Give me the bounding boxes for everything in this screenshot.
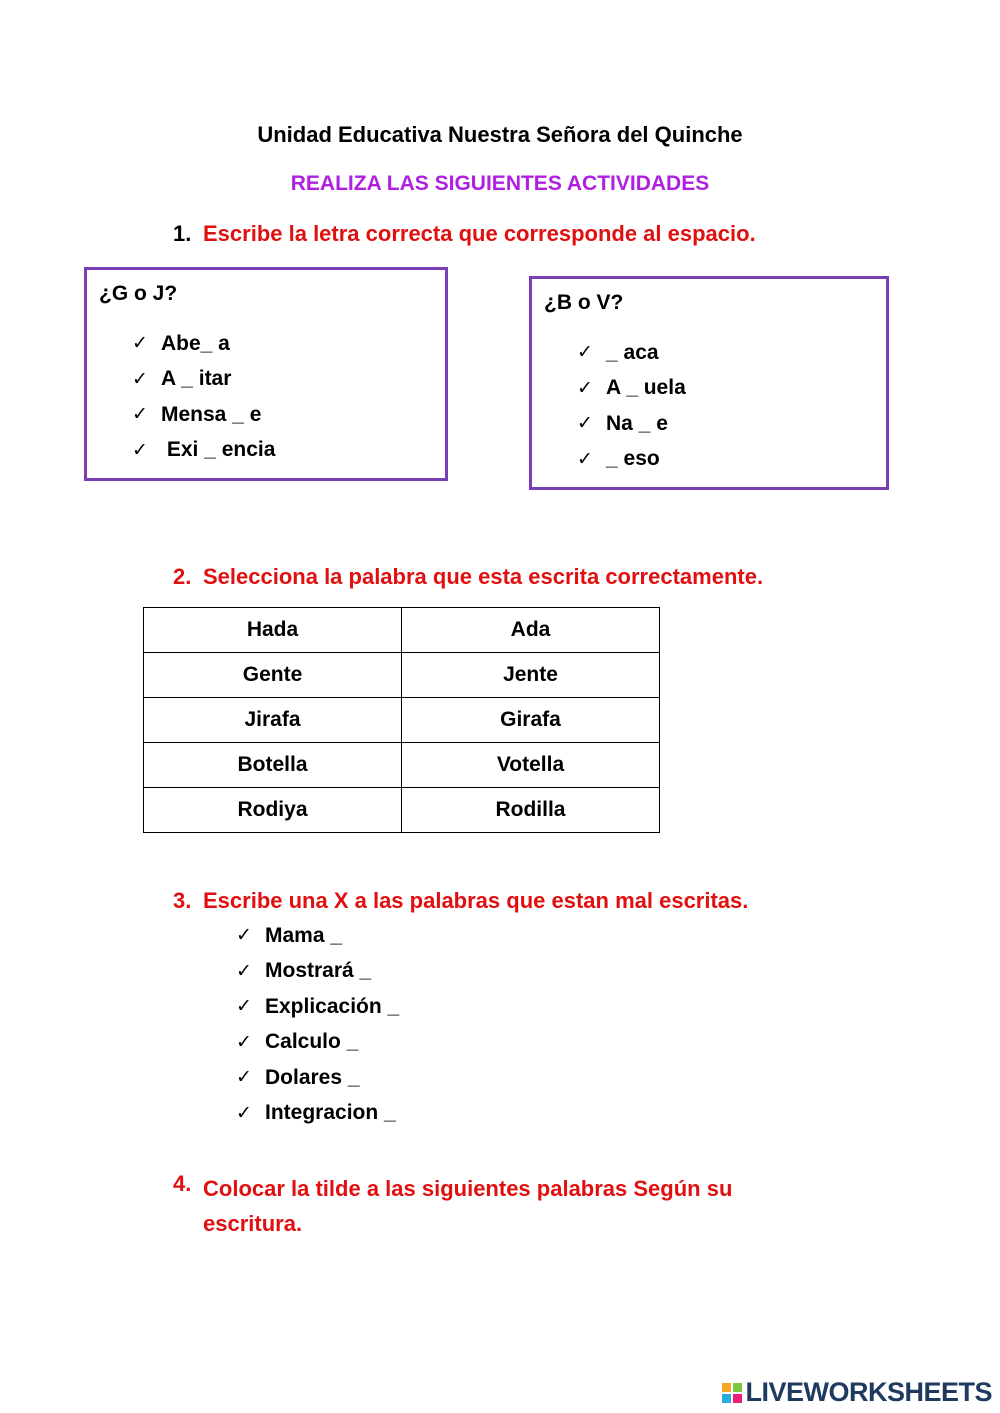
word-option[interactable]: Hada xyxy=(144,608,402,653)
section-4-text-line1: Colocar la tilde a las siguientes palabras Según su xyxy=(203,1176,733,1201)
table-row xyxy=(144,743,660,788)
b-or-v-list xyxy=(577,335,686,477)
table-row xyxy=(144,788,660,833)
table-row xyxy=(144,653,660,698)
activities-title: REALIZA LAS SIGUIENTES ACTIVIDADES xyxy=(290,172,710,195)
list-item[interactable]: ✓ Calculo _ xyxy=(236,1030,359,1054)
logo-icon xyxy=(722,1383,742,1403)
check-icon: ✓ xyxy=(236,1031,252,1053)
section-1-instruction xyxy=(173,221,756,247)
list-item[interactable]: ✓ _ aca xyxy=(577,340,659,364)
word-option[interactable]: Rodilla xyxy=(402,788,660,833)
list-item[interactable]: ✓ Mostrará _ xyxy=(236,959,372,983)
section-4-text-line2: escritura. xyxy=(203,1211,303,1236)
check-icon: ✓ xyxy=(132,404,148,426)
g-or-j-box xyxy=(84,267,448,481)
school-name: Unidad Educativa Nuestra Señora del Quinche xyxy=(257,122,743,147)
g-or-j-list xyxy=(132,326,275,468)
check-icon: ✓ xyxy=(236,1102,252,1124)
list-item[interactable]: ✓ Mensa _ e xyxy=(132,402,262,426)
word-option[interactable]: Girafa xyxy=(402,698,660,743)
list-item[interactable]: ✓ Dolares _ xyxy=(236,1065,360,1089)
word-option[interactable]: Jente xyxy=(402,653,660,698)
section-2-text: Selecciona la palabra que esta escrita correctamente. xyxy=(203,564,764,589)
section-4-instruction xyxy=(173,1171,732,1241)
check-icon: ✓ xyxy=(236,996,252,1018)
section-2-instruction xyxy=(173,564,763,590)
check-icon: ✓ xyxy=(236,1067,252,1089)
table-row xyxy=(144,698,660,743)
word-option[interactable]: Ada xyxy=(402,608,660,653)
word-option[interactable]: Votella xyxy=(402,743,660,788)
check-icon: ✓ xyxy=(132,439,148,461)
misspelled-words-list xyxy=(236,918,399,1131)
section-2-number: 2. xyxy=(173,564,192,589)
liveworksheets-logo xyxy=(722,1377,992,1408)
section-3-text: Escribe una X a las palabras que estan mal escritas. xyxy=(203,888,749,913)
check-icon: ✓ xyxy=(577,413,593,435)
word-option[interactable]: Gente xyxy=(144,653,402,698)
check-icon: ✓ xyxy=(132,368,148,390)
list-item[interactable]: ✓ A _ uela xyxy=(577,376,686,400)
list-item[interactable]: ✓ Abe_ a xyxy=(132,331,230,355)
section-4-number: 4. xyxy=(173,1171,192,1196)
table-row xyxy=(144,608,660,653)
list-item[interactable]: ✓ Na _ e xyxy=(577,411,668,435)
check-icon: ✓ xyxy=(577,342,593,364)
section-3-number: 3. xyxy=(173,888,192,913)
b-or-v-box xyxy=(529,276,889,490)
section-1-text: Escribe la letra correcta que corresponde al espacio. xyxy=(203,221,756,246)
section-3-instruction xyxy=(173,888,748,914)
list-item[interactable]: ✓ Mama _ xyxy=(236,923,343,947)
word-selection-table xyxy=(143,607,660,833)
check-icon: ✓ xyxy=(236,925,252,947)
word-option[interactable]: Rodiya xyxy=(144,788,402,833)
list-item[interactable]: ✓ Explicación _ xyxy=(236,994,400,1018)
b-or-v-title: ¿B o V? xyxy=(544,291,624,314)
check-icon: ✓ xyxy=(132,333,148,355)
check-icon: ✓ xyxy=(577,448,593,470)
section-1-number: 1. xyxy=(173,221,192,246)
check-icon: ✓ xyxy=(577,377,593,399)
g-or-j-title: ¿G o J? xyxy=(99,282,178,305)
check-icon: ✓ xyxy=(236,960,252,982)
list-item[interactable]: ✓ Exi _ encia xyxy=(132,438,276,462)
list-item[interactable]: ✓ Integracion _ xyxy=(236,1101,396,1125)
word-option[interactable]: Botella xyxy=(144,743,402,788)
logo-text: LIVEWORKSHEETS xyxy=(745,1377,992,1407)
list-item[interactable]: ✓ _ eso xyxy=(577,447,660,471)
word-option[interactable]: Jirafa xyxy=(144,698,402,743)
list-item[interactable]: ✓ A _ itar xyxy=(132,367,232,391)
